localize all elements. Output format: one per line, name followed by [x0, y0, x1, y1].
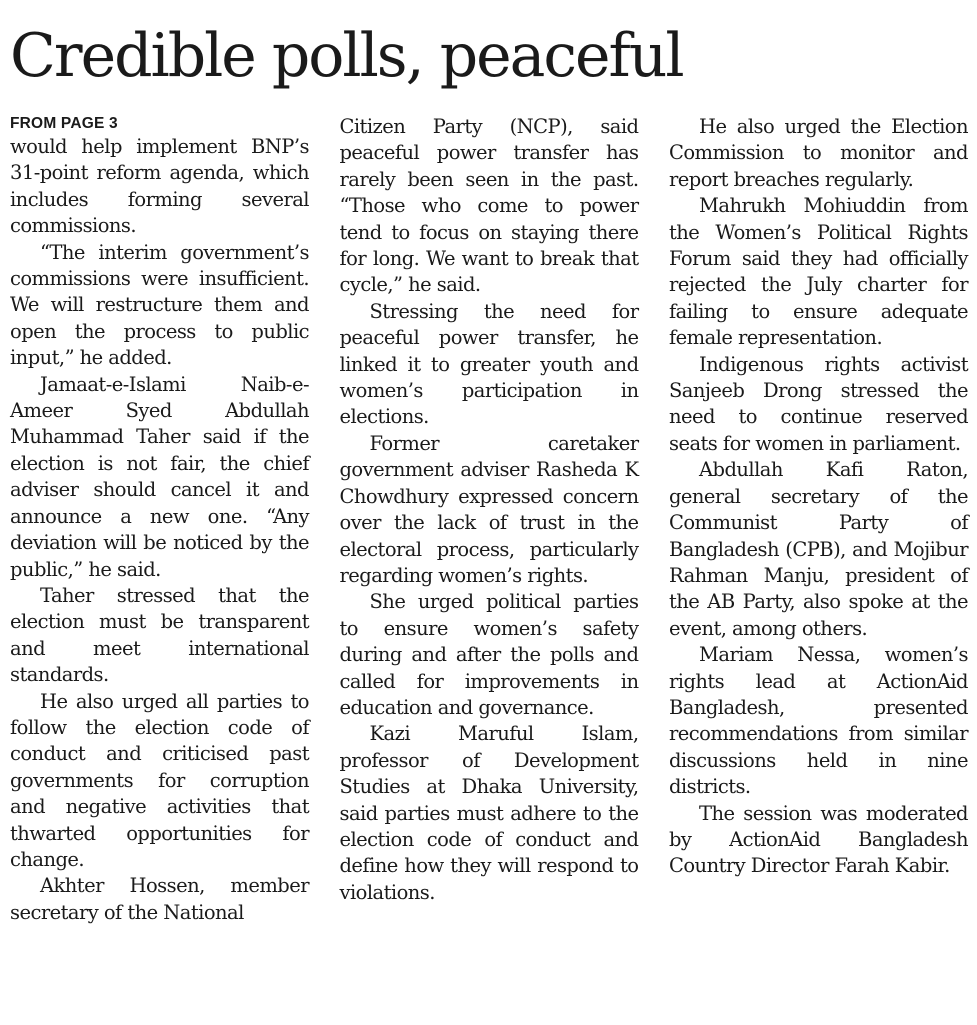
paragraph: Taher stressed that the election must be transparent and meet international standards. — [10, 583, 309, 687]
paragraph: Mariam Nessa, women’s rights lead at ActionAid Bangladesh, presented recommendations from similar discussions held in nine districts. — [669, 643, 968, 799]
paragraph: He also urged all parties to follow the election code of conduct and criticised past governments for corruption and negative activities that thwarted opportunities for change. — [10, 689, 309, 871]
article-body — [10, 114, 968, 926]
paragraph: Former caretaker government adviser Rasheda K Chowdhury expressed concern over the lack of trust in the electoral process, particularly regarding women’s rights. — [339, 431, 639, 587]
article-column-1 — [10, 114, 309, 926]
paragraph: Abdullah Kafi Raton, general secretary of the Communist Party of Bangladesh (CPB), and Mojibur Rahman Manju, president of the AB Party, also spoke at the event, among others. — [669, 458, 968, 640]
paragraph: She urged political parties to ensure women’s safety during and after the polls and called for improvements in education and governance. — [339, 590, 639, 719]
jump-line: FROM PAGE 3 — [10, 115, 118, 132]
paragraph: Jamaat-e-Islami Naib-e-Ameer Syed Abdullah Muhammad Taher said if the election is not fair, the chief adviser should cancel it and announce a new one. “Any deviation will be noticed by the public,” he said. — [10, 372, 309, 581]
paragraph: Mahrukh Mohiuddin from the Women’s Political Rights Forum said they had officially rejected the July charter for failing to ensure adequate female representation. — [669, 194, 968, 350]
article-column-2 — [340, 114, 639, 926]
headline: Credible polls, peaceful — [10, 21, 683, 91]
paragraph: Indigenous rights activist Sanjeeb Drong stressed the need to continue reserved seats for women in parliament. — [669, 352, 968, 455]
paragraph: would help implement BNP’s 31-point reform agenda, which includes forming several commissions. — [10, 135, 309, 238]
paragraph: Kazi Maruful Islam, professor of Development Studies at Dhaka University, said parties must adhere to the election code of conduct and define how they will respond to violations. — [339, 722, 639, 904]
paragraph: Stressing the need for peaceful power transfer, he linked it to greater youth and women’s participation in elections. — [339, 299, 639, 429]
paragraph: Citizen Party (NCP), said peaceful power transfer has rarely been seen in the past. “Those who come to power tend to focus on staying there for long. We want to break that cycle,” he said. — [339, 115, 639, 297]
paragraph: Akhter Hossen, member secretary of the National — [10, 874, 309, 924]
paragraph: The session was moderated by ActionAid Bangladesh Country Director Farah Kabir. — [669, 801, 968, 878]
article-column-3 — [669, 114, 968, 926]
paragraph: He also urged the Election Commission to monitor and report breaches regularly. — [669, 115, 968, 191]
paragraph: “The interim government’s commissions were insufficient. We will restructure them and open the process to public input,” he added. — [10, 240, 309, 370]
